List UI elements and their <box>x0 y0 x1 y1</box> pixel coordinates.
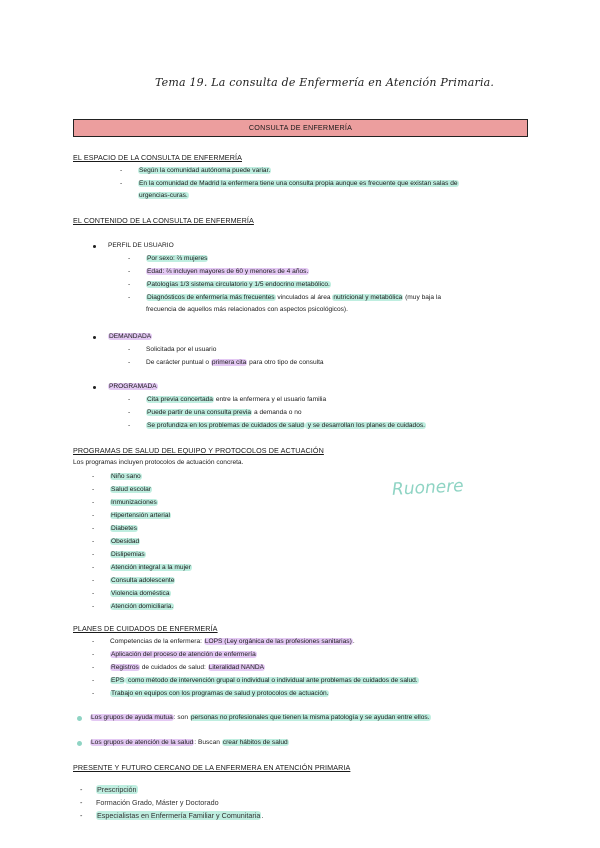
dash: - <box>92 512 95 519</box>
dash: - <box>92 664 95 671</box>
programas-intro: Los programas incluyen protocolos de actuación concreta. <box>73 459 244 466</box>
heading-planes: PLANES DE CUIDADOS DE ENFERMERÍA <box>73 624 218 633</box>
perfil-line-3: Patologías 1/3 sistema circulatorio y 1/5 endocrino metabólico. <box>147 281 330 288</box>
perfil-line-2: Edad: ⅔ incluyen mayores de 60 y menores de 4 años. <box>147 268 309 275</box>
espacio-line-2: En la comunidad de Madrid la enfermera tiene una consulta propia aunque es frecuente que existan salas de <box>139 180 458 187</box>
bullet-icon <box>93 336 96 339</box>
heading-contenido: EL CONTENIDO DE LA CONSULTA DE ENFERMERÍA <box>73 216 254 225</box>
dash: - <box>92 473 95 480</box>
perfil-line-4: Diagnósticos de enfermería más frecuentes vinculados al área nutricional y metabólica (muy baja la <box>147 294 442 301</box>
dash: - <box>128 409 131 416</box>
perfil-label: PERFIL DE USUARIO <box>108 242 174 249</box>
teal-dot-icon <box>77 741 82 746</box>
dash: - <box>92 486 95 493</box>
espacio-line-3: urgencias-curas. <box>139 192 188 199</box>
dash: - <box>80 811 83 820</box>
planes-line-3: Registros de cuidados de salud: Literalidad NANDA <box>111 664 265 671</box>
grupos-ayuda: Los grupos de ayuda mutua: son personas no profesionales que tienen la misma patología y se ayudan entre ellos. <box>91 714 430 721</box>
programada-line-1: Cita previa concertada entre la enfermera y el usuario familia <box>147 396 327 403</box>
heading-espacio: EL ESPACIO DE LA CONSULTA DE ENFERMERÍA <box>73 153 242 162</box>
programa-item: Inmunizaciones <box>111 499 157 506</box>
dash: - <box>92 551 95 558</box>
dash: - <box>92 499 95 506</box>
section-banner: CONSULTA DE ENFERMERÍA <box>73 119 528 137</box>
dash: - <box>92 651 95 658</box>
demandada-line-1: Solicitada por el usuario <box>146 346 217 353</box>
futuro-line-1: Prescripción <box>97 785 137 794</box>
dash: - <box>128 294 131 301</box>
dash: - <box>92 577 95 584</box>
perfil-line-1: Por sexo: ⅔ mujeres <box>147 255 208 262</box>
planes-line-5: Trabajo en equipos con los programas de salud y protocolos de actuación. <box>111 690 329 697</box>
programa-item: Consulta adolescente <box>111 577 175 584</box>
programa-item: Dislipemias <box>111 551 145 558</box>
dash: - <box>128 255 131 262</box>
handwritten-signature: Ruonere <box>391 476 465 500</box>
dash: - <box>128 359 131 366</box>
programa-item: Violencia doméstica <box>111 590 170 597</box>
planes-line-2: Aplicación del proceso de atención de enfermería <box>111 651 256 658</box>
teal-dot-icon <box>77 716 82 721</box>
dash: - <box>92 538 95 545</box>
planes-line-1: Competencias de la enfermera: LOPS (Ley orgánica de las profesiones sanitarias). <box>110 638 355 645</box>
dash: - <box>128 268 131 275</box>
programa-item: Obesidad <box>111 538 140 545</box>
heading-programas: PROGRAMAS DE SALUD DEL EQUIPO Y PROTOCOLOS DE ACTUACIÓN <box>73 446 324 455</box>
dash: - <box>80 798 83 807</box>
programa-item: Hipertensión arterial <box>111 512 171 519</box>
programada-line-2: Puede partir de una consulta previa a demanda o no <box>147 409 302 416</box>
programa-item: Atención domiciliaria. <box>111 603 174 610</box>
dash: - <box>128 281 131 288</box>
page-title: Tema 19. La consulta de Enfermería en Atención Primaria. <box>155 76 495 89</box>
programada-line-3: Se profundiza en los problemas de cuidados de salud y se desarrollan los planes de cuidados. <box>147 422 426 429</box>
grupos-atencion: Los grupos de atención de la salud: Buscan crear hábitos de salud <box>91 739 288 746</box>
dash: - <box>92 564 95 571</box>
programa-item: Diabetes <box>111 525 138 532</box>
demandada-line-2: De carácter puntual o primera cita para otro tipo de consulta <box>146 359 324 366</box>
dash: - <box>92 690 95 697</box>
programa-item: Atención integral a la mujer <box>111 564 191 571</box>
dash: - <box>80 785 83 794</box>
futuro-line-3: Especialistas en Enfermería Familiar y Comunitaria. <box>97 811 264 820</box>
dash: - <box>128 396 131 403</box>
dash: - <box>92 638 95 645</box>
bullet-icon <box>93 245 96 248</box>
dash: - <box>120 180 123 187</box>
perfil-line-5: frecuencia de aquellos más relacionados con aspectos psicológicos). <box>146 306 348 313</box>
dash: - <box>92 603 95 610</box>
dash: - <box>92 590 95 597</box>
programada-label: PROGRAMADA <box>109 383 157 390</box>
espacio-line-1: Según la comunidad autónoma puede variar. <box>139 167 271 174</box>
demandada-label: DEMANDADA <box>109 333 152 340</box>
dash: - <box>92 525 95 532</box>
dash: - <box>128 422 131 429</box>
planes-line-4: EPS como método de intervención grupal o individual o individual ante problemas de cuidados de salud. <box>111 677 418 684</box>
dash: - <box>128 346 131 353</box>
futuro-line-2: Formación Grado, Máster y Doctorado <box>96 798 219 807</box>
programa-item: Niño sano <box>111 473 141 480</box>
programa-item: Salud escolar <box>111 486 151 493</box>
dash: - <box>120 167 123 174</box>
heading-futuro: PRESENTE Y FUTURO CERCANO DE LA ENFERMERA EN ATENCIÓN PRIMARIA <box>73 763 351 772</box>
bullet-icon <box>93 386 96 389</box>
dash: - <box>92 677 95 684</box>
